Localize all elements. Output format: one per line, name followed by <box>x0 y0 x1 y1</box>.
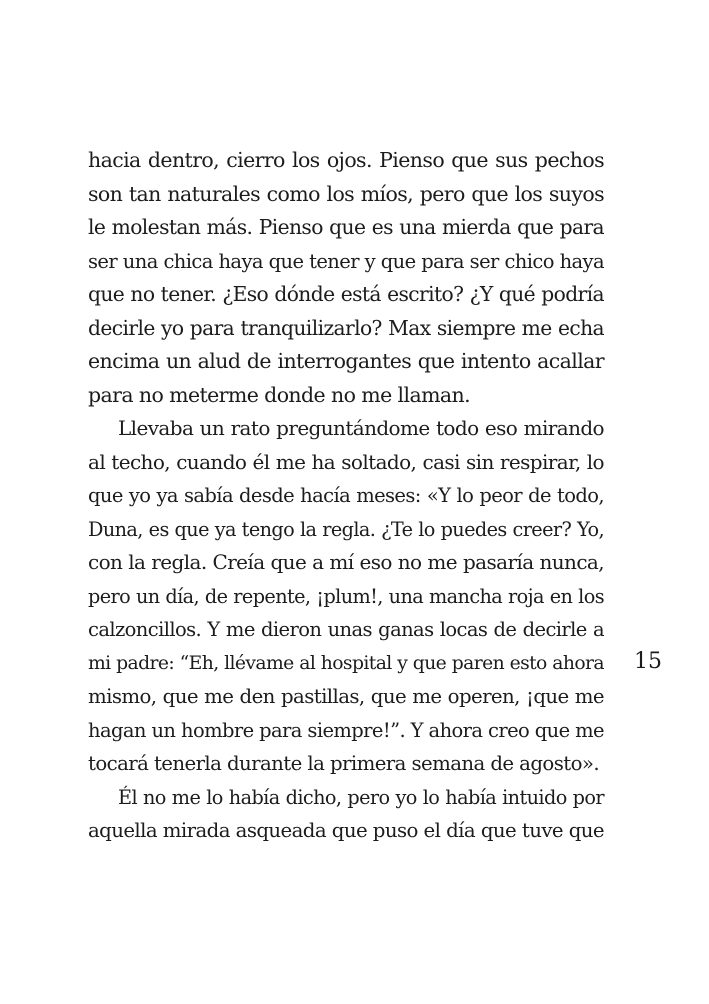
text-line: encima un alud de interrogantes que intento acallar <box>88 349 604 373</box>
text-line: con la regla. Creía que a mí eso no me pasaría nunca, <box>88 550 604 574</box>
text-line: mi padre: “Eh, llévame al hospital y que paren esto ahora <box>88 652 604 674</box>
text-line: pero un día, de repente, ¡plum!, una mancha roja en los <box>88 584 604 608</box>
text-line: le molestan más. Pienso que es una mierda que para <box>88 215 604 239</box>
text-line: hacia dentro, cierro los ojos. Pienso que sus pechos <box>88 148 604 172</box>
text-line: aquella mirada asqueada que puso el día que tuve que <box>88 819 604 842</box>
text-line: para no meterme donde no me llaman. <box>88 382 471 407</box>
text-line: tocará tenerla durante la primera semana de agosto». <box>88 752 600 775</box>
text-line: hagan un hombre para siempre!”. Y ahora creo que me <box>88 718 604 742</box>
text-line: Llevaba un rato preguntándome todo eso mirando <box>118 416 604 440</box>
text-line: que no tener. ¿Eso dónde está escrito? ¿Y qué podría <box>88 282 604 306</box>
text-line: ser una chica haya que tener y que para ser chico haya <box>88 249 604 273</box>
text-line: al techo, cuando él me ha soltado, casi sin respirar, lo <box>88 449 604 474</box>
text-line: Él no me lo había dicho, pero yo lo había intuido por <box>118 785 604 809</box>
text-line: Duna, es que ya tengo la regla. ¿Te lo puedes creer? Yo, <box>88 517 604 541</box>
page-number: 15 <box>634 649 662 674</box>
text-line: que yo ya sabía desde hacía meses: «Y lo peor de todo, <box>88 484 604 507</box>
text-line: mismo, que me den pastillas, que me operen, ¡que me <box>88 685 604 708</box>
text-line: decirle yo para tranquilizarlo? Max siempre me echa <box>88 315 604 340</box>
text-line: calzoncillos. Y me dieron unas ganas locas de decirle a <box>88 618 604 641</box>
body-text <box>88 144 604 848</box>
text-line: son tan naturales como los míos, pero que los suyos <box>88 181 604 206</box>
